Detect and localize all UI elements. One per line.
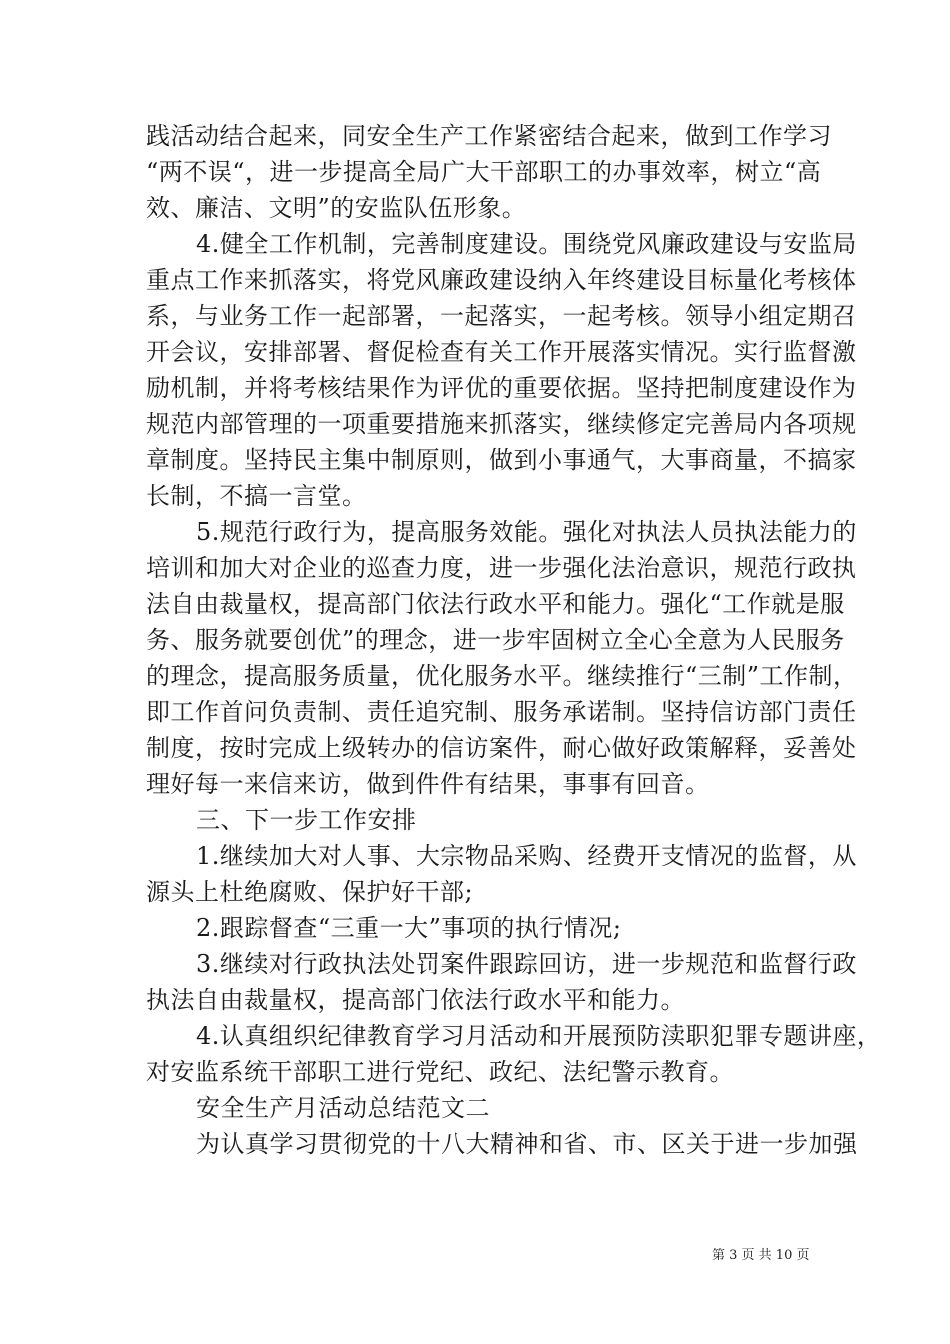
text-line: 即工作首问负责制、责任追究制、服务承诺制。坚持信访部门责任 bbox=[146, 698, 857, 726]
text-line: 执法自由裁量权，提高部门依法行政水平和能力。 bbox=[146, 986, 685, 1014]
text-line: 章制度。坚持民主集中制原则，做到小事通气，大事商量，不搞家 bbox=[146, 446, 857, 474]
text-line: 1.继续加大对人事、大宗物品采购、经费开支情况的监督，从 bbox=[196, 842, 857, 870]
text-line: 4.认真组织纪律教育学习月活动和开展预防渎职犯罪专题讲座， bbox=[196, 1022, 882, 1050]
text-line: 3.继续对行政执法处罚案件跟踪回访，进一步规范和监督行政 bbox=[196, 950, 857, 978]
text-line: 规范内部管理的一项重要措施来抓落实，继续修定完善局内各项规 bbox=[146, 410, 857, 438]
text-line: 为认真学习贯彻党的十八大精神和省、市、区关于进一步加强 bbox=[196, 1130, 858, 1158]
text-line: 务、服务就要创优”的理念，进一步牢固树立全心全意为人民服务 bbox=[146, 626, 845, 654]
text-line: 对安监系统干部职工进行党纪、政纪、法纪警示教育。 bbox=[146, 1058, 734, 1086]
text-line: 法自由裁量权，提高部门依法行政水平和能力。强化“工作就是服 bbox=[146, 590, 845, 618]
text-line: 5.规范行政行为，提高服务效能。强化对执法人员执法能力的 bbox=[196, 518, 857, 546]
page-number: 第 3 页 共 10 页 bbox=[712, 1248, 810, 1263]
text-line: 践活动结合起来，同安全生产工作紧密结合起来，做到工作学习 bbox=[146, 122, 832, 150]
text-line: “两不误“，进一步提高全局广大干部职工的办事效率，树立“高 bbox=[146, 158, 822, 186]
text-line: 效、廉洁、文明”的安监队伍形象。 bbox=[146, 194, 527, 222]
text-line: 系，与业务工作一起部署，一起落实，一起考核。领导小组定期召 bbox=[146, 302, 857, 330]
text-line: 4.健全工作机制，完善制度建设。围绕党风廉政建设与安监局 bbox=[196, 230, 857, 258]
text-line: 2.跟踪督查“三重一大”事项的执行情况; bbox=[196, 914, 622, 942]
section-heading: 三、下一步工作安排 bbox=[196, 806, 417, 834]
text-line: 长制，不搞一言堂。 bbox=[146, 482, 367, 510]
text-line: 培训和加大对企业的巡查力度，进一步强化法治意识，规范行政执 bbox=[146, 554, 857, 582]
text-line: 制度，按时完成上级转办的信访案件，耐心做好政策解释，妥善处 bbox=[146, 734, 857, 762]
text-line: 开会议，安排部署、督促检查有关工作开展落实情况。实行监督激 bbox=[146, 338, 857, 366]
text-line: 的理念，提高服务质量，优化服务水平。继续推行“三制”工作制， bbox=[146, 662, 858, 690]
text-line: 重点工作来抓落实，将党风廉政建设纳入年终建设目标量化考核体 bbox=[146, 266, 857, 294]
text-line: 理好每一来信来访，做到件件有结果，事事有回音。 bbox=[146, 770, 710, 798]
text-line: 源头上杜绝腐败、保护好干部; bbox=[146, 878, 474, 906]
article-title: 安全生产月活动总结范文二 bbox=[196, 1094, 490, 1122]
text-line: 励机制，并将考核结果作为评优的重要依据。坚持把制度建设作为 bbox=[146, 374, 857, 402]
